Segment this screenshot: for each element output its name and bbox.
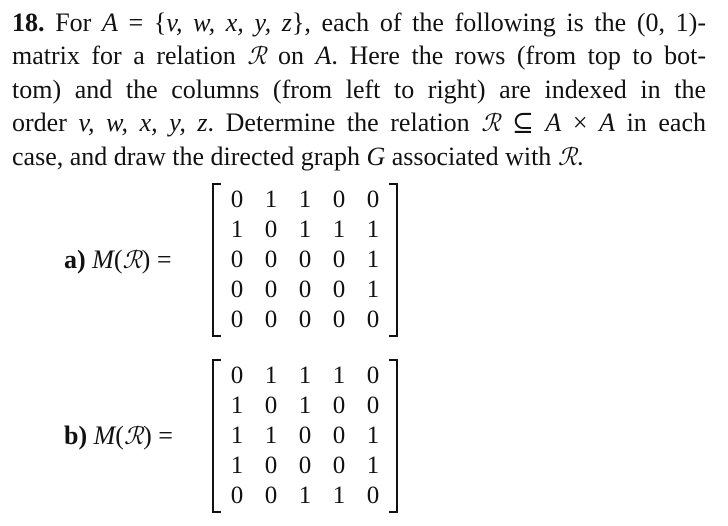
matrix-cell: 0 (366, 186, 380, 213)
text-fragment: . Determine the relation (207, 108, 482, 137)
matrix-cell: 1 (366, 452, 380, 479)
text-fragment: . (576, 142, 584, 171)
right-bracket (389, 359, 398, 513)
matrix-cell: 0 (332, 392, 346, 419)
relation-symbol: ℛ (247, 42, 267, 70)
matrix-cell: 0 (230, 246, 244, 273)
text-fragment: tom) and the columns (from left to right) are indexed in the (12, 75, 706, 104)
problem-statement (12, 6, 706, 174)
text-fragment: case, and draw the directed graph (12, 142, 367, 171)
matrix-cell: 1 (332, 216, 346, 243)
relation-symbol: ℛ (123, 422, 144, 450)
text-fragment: = { (117, 8, 167, 37)
matrix-cell: 0 (298, 452, 312, 479)
matrix-cell: 0 (298, 246, 312, 273)
problem-number: 18. (12, 8, 45, 37)
problem-line-2 (12, 39, 706, 73)
matrix-function: M (92, 245, 114, 274)
matrix-cell: 1 (366, 246, 380, 273)
matrix-cell: 1 (366, 276, 380, 303)
matrix-cell: 1 (230, 392, 244, 419)
matrix-cell: 0 (332, 452, 346, 479)
matrix-cell: 1 (298, 216, 312, 243)
matrix-cell: 1 (332, 482, 346, 509)
matrix-cell: 1 (230, 452, 244, 479)
matrix-cell: 1 (366, 422, 380, 449)
text-fragment: associated with (385, 142, 558, 171)
matrix-cell: 1 (332, 362, 346, 389)
set-variable: A (101, 8, 118, 37)
order-variables: v, w, x, y, z (78, 108, 208, 137)
matrix-cell: 0 (264, 216, 278, 243)
set-elements: v, w, x, y, z (166, 8, 292, 37)
matrix-cell: 1 (230, 422, 244, 449)
equals-sign: = (158, 421, 173, 450)
matrix-cell: 1 (366, 216, 380, 243)
matrix-cell: 0 (298, 276, 312, 303)
equals-sign: = (156, 245, 172, 274)
relation-symbol: ℛ (481, 109, 501, 137)
matrix-cell: 0 (264, 306, 278, 333)
matrix-cell: 0 (366, 306, 380, 333)
matrix-cell: 1 (298, 186, 312, 213)
matrix-cell: 1 (298, 482, 312, 509)
set-variable: A (545, 108, 562, 137)
text-fragment: in each (614, 108, 706, 137)
matrix-cell: 1 (298, 392, 312, 419)
problem-line-3 (12, 73, 706, 106)
set-variable: A (315, 41, 332, 70)
matrix-cell: 1 (264, 186, 278, 213)
graph-variable: G (366, 142, 386, 171)
matrix-cell: 0 (366, 362, 380, 389)
problem-line-1 (12, 6, 706, 39)
relation-symbol: ℛ (122, 246, 142, 274)
left-bracket (212, 359, 221, 513)
part-a-label: a) M(ℛ) = (64, 245, 172, 274)
matrix-cell: 0 (332, 306, 346, 333)
text-fragment: order (12, 108, 79, 137)
part-letter: b) (64, 421, 88, 450)
matrix-cell: 0 (230, 186, 244, 213)
text-fragment: }, each of the following is the (0, 1)- (291, 8, 706, 37)
matrix-cell: 0 (332, 276, 346, 303)
part-b-label: b) M(ℛ) = (64, 421, 173, 450)
text-fragment: on (266, 41, 316, 70)
part-b (64, 356, 398, 516)
matrix-cell: 0 (366, 392, 380, 419)
matrix-cell: 0 (230, 276, 244, 303)
text-fragment: × (561, 108, 600, 137)
matrix-cell: 0 (230, 306, 244, 333)
matrix-b (212, 359, 398, 513)
matrix-cell: 1 (230, 216, 244, 243)
matrix-function: M (93, 421, 116, 450)
matrix-a (212, 183, 398, 337)
text-fragment: For (55, 8, 102, 37)
matrix-cell: 0 (264, 276, 278, 303)
matrix-cell: 0 (298, 422, 312, 449)
problem-line-5 (12, 140, 706, 174)
matrix-cell: 0 (264, 392, 278, 419)
left-bracket (212, 183, 221, 337)
text-fragment: ⊆ (500, 108, 546, 137)
matrix-cell: 0 (264, 246, 278, 273)
part-a (64, 180, 398, 340)
matrix-cell: 0 (332, 422, 346, 449)
set-variable: A (599, 108, 615, 137)
text-fragment: . Here the rows (from top to bot- (331, 41, 707, 70)
right-bracket (389, 183, 398, 337)
relation-symbol: ℛ (557, 143, 577, 171)
part-letter: a) (64, 245, 86, 274)
matrix-cell: 0 (264, 452, 278, 479)
problem-line-4 (12, 106, 706, 140)
matrix-cell: 0 (366, 482, 380, 509)
matrix-cell: 1 (264, 362, 278, 389)
matrix-cell: 0 (332, 246, 346, 273)
matrix-cell: 0 (332, 186, 346, 213)
matrix-cell: 1 (298, 362, 312, 389)
text-fragment: matrix for a relation (12, 41, 248, 70)
matrix-cell: 1 (264, 422, 278, 449)
matrix-cell: 0 (298, 306, 312, 333)
matrix-cell: 0 (230, 482, 244, 509)
matrix-cell: 0 (264, 482, 278, 509)
matrix-cell: 0 (230, 362, 244, 389)
